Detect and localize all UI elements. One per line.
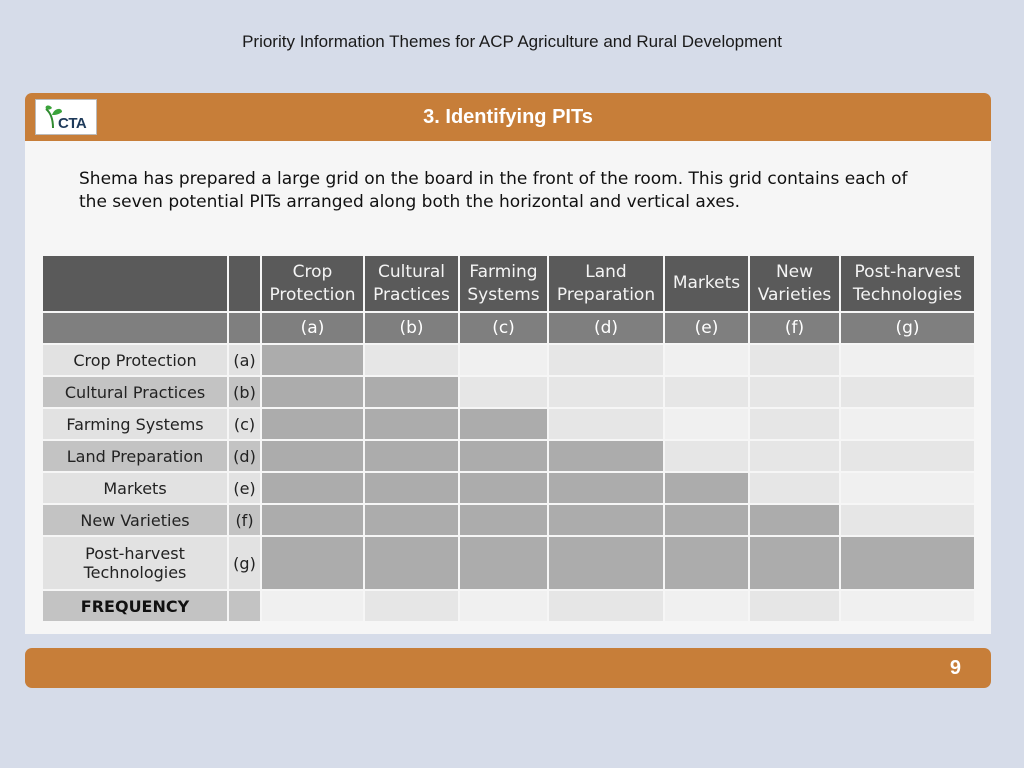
grid-cell bbox=[262, 409, 363, 439]
column-code: (g) bbox=[841, 313, 974, 343]
row-label: Markets bbox=[43, 473, 227, 503]
frequency-label: FREQUENCY bbox=[43, 591, 227, 621]
column-header: Cultural Practices bbox=[365, 256, 458, 311]
frequency-cell bbox=[665, 591, 748, 621]
grid-cell bbox=[365, 441, 458, 471]
grid-cell bbox=[549, 473, 663, 503]
column-code: (e) bbox=[665, 313, 748, 343]
grid-cell bbox=[549, 441, 663, 471]
grid-cell bbox=[262, 473, 363, 503]
grid-cell bbox=[460, 409, 547, 439]
row-code: (e) bbox=[229, 473, 260, 503]
grid-cell bbox=[365, 505, 458, 535]
grid-cell bbox=[262, 505, 363, 535]
table-row bbox=[43, 409, 974, 439]
section-title: 3. Identifying PITs bbox=[423, 106, 593, 128]
grid-cell bbox=[841, 505, 974, 535]
grid-cell bbox=[665, 345, 748, 375]
corner-cell bbox=[229, 256, 260, 311]
table-row bbox=[43, 505, 974, 535]
frequency-cell bbox=[841, 591, 974, 621]
section-header-bar bbox=[25, 93, 991, 141]
header-row bbox=[43, 256, 974, 311]
row-label: Farming Systems bbox=[43, 409, 227, 439]
column-code: (b) bbox=[365, 313, 458, 343]
grid-cell bbox=[750, 345, 839, 375]
column-code: (a) bbox=[262, 313, 363, 343]
row-label: Post-harvest Technologies bbox=[43, 537, 227, 589]
grid-cell bbox=[365, 409, 458, 439]
grid-cell bbox=[665, 377, 748, 407]
column-header: Post-harvest Technologies bbox=[841, 256, 974, 311]
grid-cell bbox=[750, 537, 839, 589]
grid-cell bbox=[841, 345, 974, 375]
grid-cell bbox=[365, 537, 458, 589]
grid-cell bbox=[665, 505, 748, 535]
grid-cell bbox=[549, 505, 663, 535]
table-row bbox=[43, 473, 974, 503]
grid-cell bbox=[665, 473, 748, 503]
grid-cell bbox=[549, 409, 663, 439]
slide-content bbox=[25, 141, 991, 634]
grid-cell bbox=[460, 473, 547, 503]
grid-cell bbox=[750, 409, 839, 439]
logo-text: CTA bbox=[58, 115, 87, 132]
corner-cell bbox=[43, 313, 227, 343]
pit-grid bbox=[41, 254, 976, 623]
column-header: Markets bbox=[665, 256, 748, 311]
footer-bar bbox=[25, 648, 991, 688]
column-header: Land Preparation bbox=[549, 256, 663, 311]
column-code: (f) bbox=[750, 313, 839, 343]
table-row bbox=[43, 537, 974, 589]
corner-cell bbox=[43, 256, 227, 311]
grid-cell bbox=[365, 473, 458, 503]
row-code: (c) bbox=[229, 409, 260, 439]
grid-cell bbox=[665, 409, 748, 439]
grid-cell bbox=[460, 441, 547, 471]
grid-cell bbox=[460, 537, 547, 589]
slide-title: Priority Information Themes for ACP Agriculture and Rural Development bbox=[242, 32, 782, 51]
grid-cell bbox=[262, 441, 363, 471]
table-row bbox=[43, 377, 974, 407]
grid-cell bbox=[262, 345, 363, 375]
grid-cell bbox=[365, 345, 458, 375]
grid-cell bbox=[841, 409, 974, 439]
frequency-cell bbox=[750, 591, 839, 621]
frequency-cell bbox=[262, 591, 363, 621]
row-code: (f) bbox=[229, 505, 260, 535]
column-header: Crop Protection bbox=[262, 256, 363, 311]
row-code: (g) bbox=[229, 537, 260, 589]
grid-cell bbox=[262, 537, 363, 589]
grid-cell bbox=[665, 441, 748, 471]
grid-cell bbox=[841, 377, 974, 407]
table-row bbox=[43, 441, 974, 471]
code-row bbox=[43, 313, 974, 343]
grid-cell bbox=[841, 473, 974, 503]
grid-cell bbox=[262, 377, 363, 407]
grid-cell bbox=[841, 441, 974, 471]
row-label: Cultural Practices bbox=[43, 377, 227, 407]
table-row bbox=[43, 345, 974, 375]
row-code: (b) bbox=[229, 377, 260, 407]
grid-cell bbox=[460, 345, 547, 375]
grid-cell bbox=[665, 537, 748, 589]
page-number: 9 bbox=[949, 657, 961, 679]
row-label: Land Preparation bbox=[43, 441, 227, 471]
frequency-code bbox=[229, 591, 260, 621]
column-header: New Varieties bbox=[750, 256, 839, 311]
grid-cell bbox=[365, 377, 458, 407]
row-label: New Varieties bbox=[43, 505, 227, 535]
row-code: (d) bbox=[229, 441, 260, 471]
corner-cell bbox=[229, 313, 260, 343]
grid-cell bbox=[549, 345, 663, 375]
column-code: (d) bbox=[549, 313, 663, 343]
column-code: (c) bbox=[460, 313, 547, 343]
column-header: Farming Systems bbox=[460, 256, 547, 311]
frequency-row bbox=[43, 591, 974, 621]
grid-cell bbox=[460, 377, 547, 407]
intro-paragraph: Shema has prepared a large grid on the board in the front of the room. This grid contains each of the seven potential PITs arranged along both the horizontal and vertical axes. bbox=[79, 169, 908, 212]
row-code: (a) bbox=[229, 345, 260, 375]
grid-cell bbox=[750, 377, 839, 407]
grid-cell bbox=[841, 537, 974, 589]
grid-cell bbox=[549, 377, 663, 407]
row-label: Crop Protection bbox=[43, 345, 227, 375]
grid-cell bbox=[750, 441, 839, 471]
frequency-cell bbox=[365, 591, 458, 621]
frequency-cell bbox=[549, 591, 663, 621]
grid-cell bbox=[549, 537, 663, 589]
grid-cell bbox=[750, 505, 839, 535]
grid-cell bbox=[460, 505, 547, 535]
grid-cell bbox=[750, 473, 839, 503]
frequency-cell bbox=[460, 591, 547, 621]
